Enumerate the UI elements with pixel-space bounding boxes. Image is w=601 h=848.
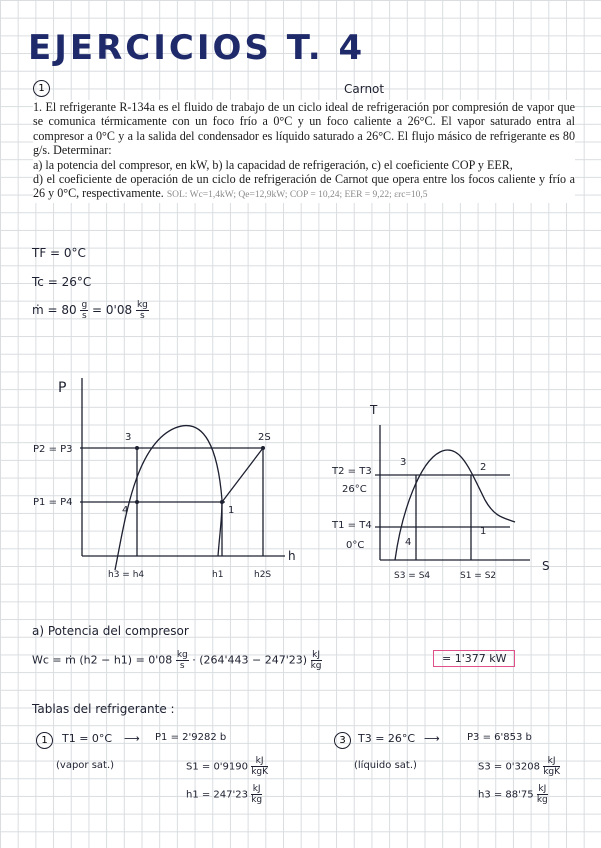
mass-unit-kgs: $\frac{kg}{s}$ (136, 300, 148, 321)
mass-mid: = 0'08 (92, 303, 133, 317)
data-tc: Tc = 26°C (32, 275, 92, 289)
ph-point-1: 1 (228, 505, 235, 516)
page-title: EJERCICIOS T. 4 (28, 28, 366, 68)
table-left-number: 1 (36, 732, 53, 749)
table-left-enthalpy: h1 = 247'23 $\frac{kJ}{kg}$ (186, 784, 263, 805)
ph-diagram (0, 370, 330, 590)
ts-t-high-label: T2 = T3 (332, 466, 372, 477)
table-right-pressure: P3 = 6'853 b (467, 732, 532, 743)
ph-p-low-label: P1 = P4 (33, 497, 73, 508)
ts-t-low-value: 0°C (346, 540, 365, 551)
data-tf: TF = 0°C (32, 246, 86, 260)
ts-point-4: 4 (405, 537, 412, 548)
formula-start: Wc = ṁ (h2 − h1) = 0'08 (32, 653, 173, 667)
mass-unit-gs: $\frac{g}{s}$ (81, 300, 88, 321)
ph-h3-label: h3 = h4 (108, 570, 145, 580)
tables-heading: Tablas del refrigerante : (32, 702, 175, 716)
carnot-note: Carnot (344, 82, 385, 96)
table-right-condition: T3 = 26°C (358, 732, 416, 745)
table-left-state: (vapor sat.) (56, 760, 115, 771)
part-a-heading: a) Potencia del compresor (32, 624, 189, 638)
table-right-state: (líquido sat.) (354, 760, 417, 771)
problem-items-ab: a) la potencia del compresor, en kW, b) la capacidad de refrigeración, c) el coeficiente COP y EER, (33, 157, 513, 172)
table-left-pressure: P1 = 2'9282 b (155, 732, 227, 743)
table-right-arrow: ⟶ (424, 732, 440, 745)
table-right-enthalpy: h3 = 88'75 $\frac{kJ}{kg}$ (478, 784, 548, 805)
ts-point-3: 3 (400, 457, 407, 468)
ph-compression-line (222, 448, 263, 502)
problem-statement (33, 100, 575, 203)
ph-point-4: 4 (122, 505, 129, 516)
ph-axis-y-label: P (58, 380, 67, 396)
ph-axis-x-label: h (288, 549, 296, 563)
ph-h1-label: h1 (212, 570, 224, 580)
ph-h2s-label: h2S (254, 570, 272, 580)
ts-diagram (320, 400, 590, 590)
ph-dome (115, 426, 222, 570)
ts-t-low-label: T1 = T4 (332, 520, 372, 531)
formula-unit-kgs: $\frac{kg}{s}$ (176, 650, 188, 671)
formula-middle: · (264'443 − 247'23) (192, 653, 308, 667)
ph-point-3: 3 (125, 432, 132, 443)
ts-dome (395, 450, 515, 560)
mass-lhs: ṁ = 80 (32, 303, 77, 317)
ts-point-2: 2 (480, 462, 487, 473)
problem-item-d: d) el coeficiente de operación de un ciclo de refrigeración de Carnot que opera entre los focos caliente y frío a 26 y 0°C, respectivamente. (33, 172, 575, 201)
part-a-formula (32, 650, 322, 671)
data-mass-flow (32, 300, 149, 321)
ph-point-2s: 2S (258, 432, 271, 443)
ts-point-1: 1 (480, 526, 487, 537)
table-left-entropy: S1 = 0'9190 $\frac{kJ}{\text{kgK}}$ (186, 756, 269, 777)
exercise-number: 1 (33, 80, 50, 97)
formula-unit-kjkg: $\frac{kJ}{kg}$ (310, 650, 322, 671)
table-left-arrow: ⟶ (124, 732, 140, 745)
problem-solution: SOL: Wc=1,4kW; Qe=12,9kW; COP = 10,24; EER = 9,22; εrc=10,5 (166, 190, 428, 201)
table-right-number: 3 (334, 732, 351, 749)
ph-p-high-label: P2 = P3 (33, 444, 73, 455)
ts-t-high-value: 26°C (342, 484, 367, 495)
part-a-result: = 1'377 kW (433, 650, 515, 667)
ts-axis-x-label: S (542, 559, 550, 573)
ts-axis-y-label: T (370, 403, 378, 417)
ts-s12-label: S1 = S2 (460, 571, 497, 581)
table-left-condition: T1 = 0°C (62, 732, 113, 745)
problem-paragraph: 1. El refrigerante R-134a es el fluido de trabajo de un ciclo ideal de refrigeración por compresión de vapor que se comunica térmicamente con un foco frío a 0°C y un foco caliente a 26°C. El vapor saturado entra al compresor a 0°C y a la salida del condensador es líquido saturado a 26°C. El flujo másico de refrigerante es 80 g/s. Determinar: (33, 100, 575, 158)
ts-s34-label: S3 = S4 (394, 571, 431, 581)
table-right-entropy: S3 = 0'3208 $\frac{kJ}{\text{kgK}}$ (478, 756, 561, 777)
